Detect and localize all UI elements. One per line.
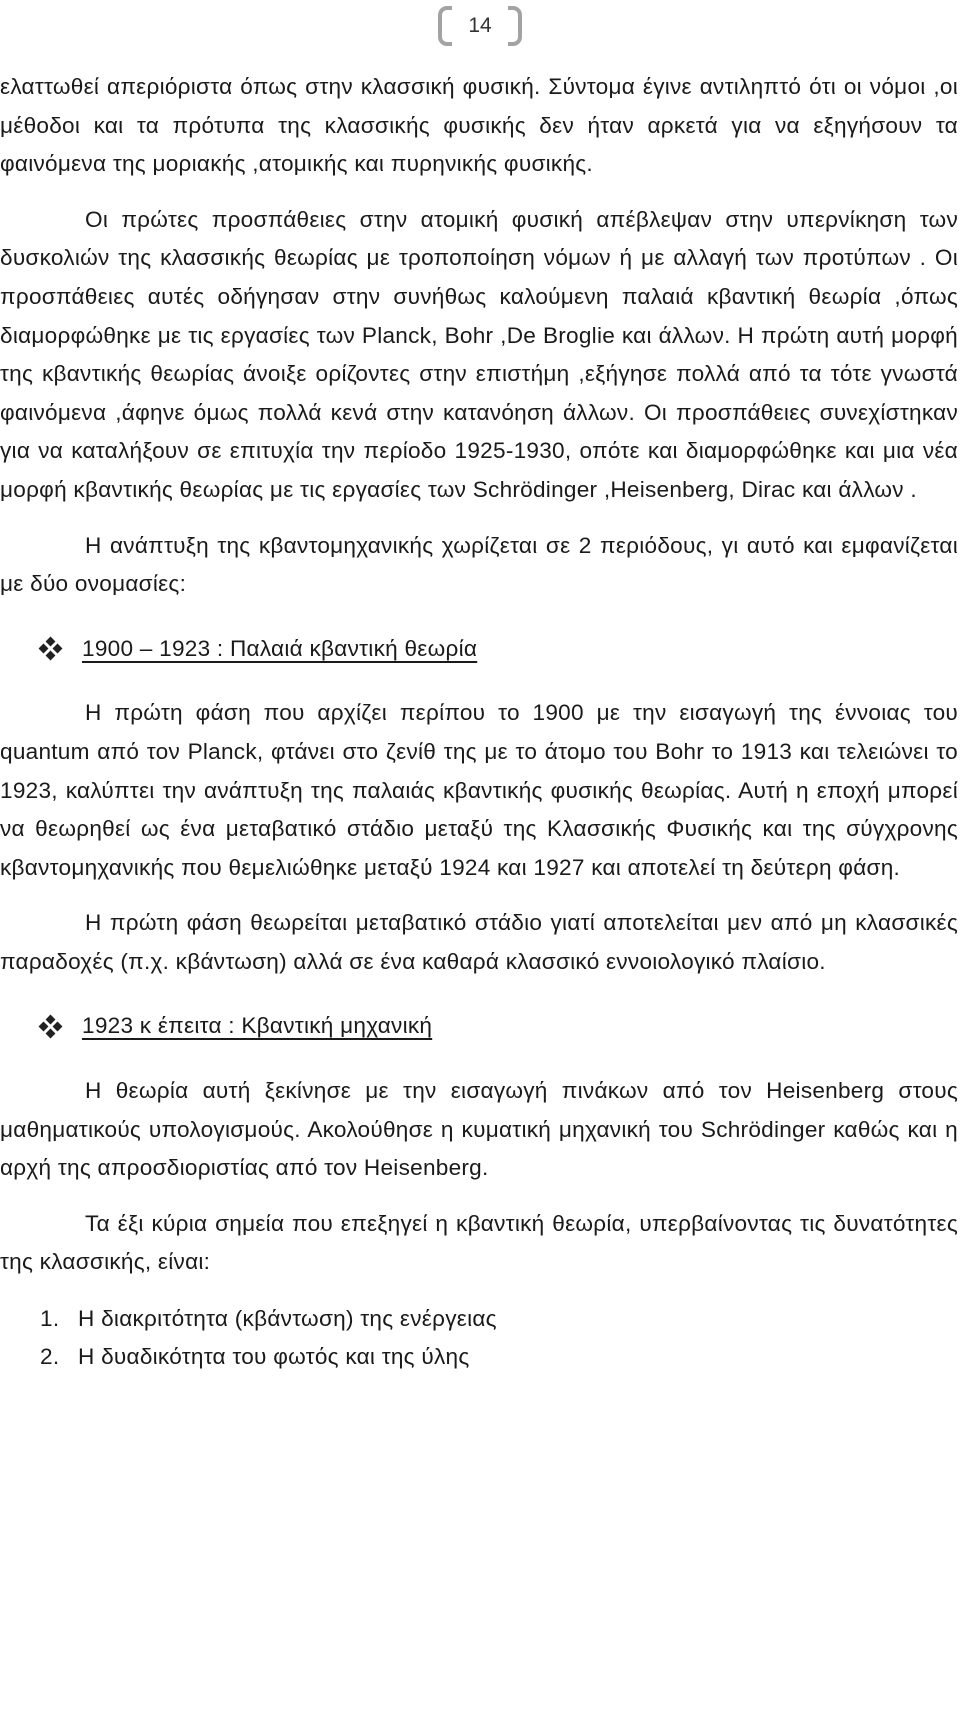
paragraph-heisenberg: Η θεωρία αυτή ξεκίνησε με την εισαγωγή πινάκων από τον Heisenberg στους μαθηματικούς υπολογισμούς. Ακολούθησε η κυματική μηχανική του Schrödinger καθώς και η αρχή της απροσδιοριστίας από τον Heisenberg. (0, 1078, 958, 1181)
numbered-list (0, 1300, 958, 1376)
paragraph-old-quantum-theory: Οι πρώτες προσπάθειες στην ατομική φυσική απέβλεψαν στην υπερνίκηση των δυσκολιών της κλασσικής θεωρίας με τροποποίηση νόμων ή με αλλαγή των προτύπων . Οι προσπάθειες αυτές οδήγησαν στην συνήθως καλούμενη παλαιά κβαντική θεωρία ,όπως διαμορφώθηκε με τις εργασίες των Planck, Bohr ,De Broglie και άλλων. Η πρώτη αυτή μορφή της κβαντικής θεωρίας άνοιξε ορίζοντες στην επιστήμη ,εξήγησε πολλά από τα τότε γνωστά φαινόμενα ,άφηνε όμως πολλά κενά στην κατανόηση άλλων. Οι προσπάθειες συνεχίστηκαν για να καταλήξουν σε επιτυχία την περίοδο 1925-1930, οπότε και διαμορφώθηκε και μια νέα μορφή κβαντικής θεωρίας με τις εργασίες των Schrödinger ,Heisenberg, Dirac και άλλων . (0, 206, 958, 502)
list-item-number: 2. (40, 1344, 60, 1370)
page-number: 14 (468, 14, 492, 37)
list-item (0, 1338, 958, 1376)
paragraph-six-points: Τα έξι κύρια σημεία που επεξηγεί η κβαντική θεωρία, υπερβαίνοντας τις δυνατότητες της κλασσικής, είναι: (0, 1210, 958, 1275)
list-item (0, 1300, 958, 1338)
section-heading-quantum-mechanics (0, 1007, 958, 1046)
section-heading-old-quantum (0, 630, 958, 669)
diamond-bullet-icon (40, 638, 62, 660)
page-body (0, 68, 958, 1376)
paragraph-intro: ελαττωθεί απεριόριστα όπως στην κλασσική φυσική. Σύντομα έγινε αντιληπτό ότι οι νόμοι ,οι μέθοδοι και τα πρότυπα της κλασσικής φυσικής δεν ήταν αρκετά για να εξηγήσουν τα φαινόμενα της μοριακής ,ατομικής και πυρηνικής φυσικής. (0, 74, 958, 177)
paragraph-two-periods: Η ανάπτυξη της κβαντομηχανικής χωρίζεται σε 2 περιόδους, γι αυτό και εμφανίζεται με δύο ονομασίες: (0, 532, 958, 597)
right-bracket-icon (508, 6, 522, 46)
diamond-bullet-icon (40, 1016, 62, 1038)
list-item-number: 1. (40, 1306, 60, 1332)
list-item-text: Η διακριτότητα (κβάντωση) της ενέργειας (78, 1306, 497, 1332)
section-heading-text: 1923 κ έπειτα : Κβαντική μηχανική (82, 1013, 433, 1039)
paragraph-transitional-stage: Η πρώτη φάση θεωρείται μεταβατικό στάδιο γιατί αποτελείται μεν από μη κλασσικές παραδοχές (π.χ. κβάντωση) αλλά σε ένα καθαρά κλασσικό εννοιολογικό πλαίσιο. (0, 910, 958, 974)
list-item-text: Η δυαδικότητα του φωτός και της ύλης (78, 1344, 470, 1370)
left-bracket-icon (438, 6, 452, 46)
section-heading-text: 1900 – 1923 : Παλαιά κβαντική θεωρία (82, 635, 478, 661)
paragraph-first-phase: Η πρώτη φάση που αρχίζει περίπου το 1900 με την εισαγωγή της έννοιας του quantum από τον Planck, φτάνει στο ζενίθ της με το άτομο του Bohr το 1913 και τελειώνει το 1923, καλύπτει την ανάπτυξη της παλαιάς κβαντικής φυσικής θεωρίας. Αυτή η εποχή μπορεί να θεωρηθεί ως ένα μεταβατικό στάδιο μεταξύ της Κλασσικής Φυσικής και της σύγχρονης κβαντομηχανικής που θεμελιώθηκε μεταξύ 1924 και 1927 και αποτελεί τη δεύτερη φάση. (0, 700, 958, 880)
page-number-frame (434, 4, 526, 48)
